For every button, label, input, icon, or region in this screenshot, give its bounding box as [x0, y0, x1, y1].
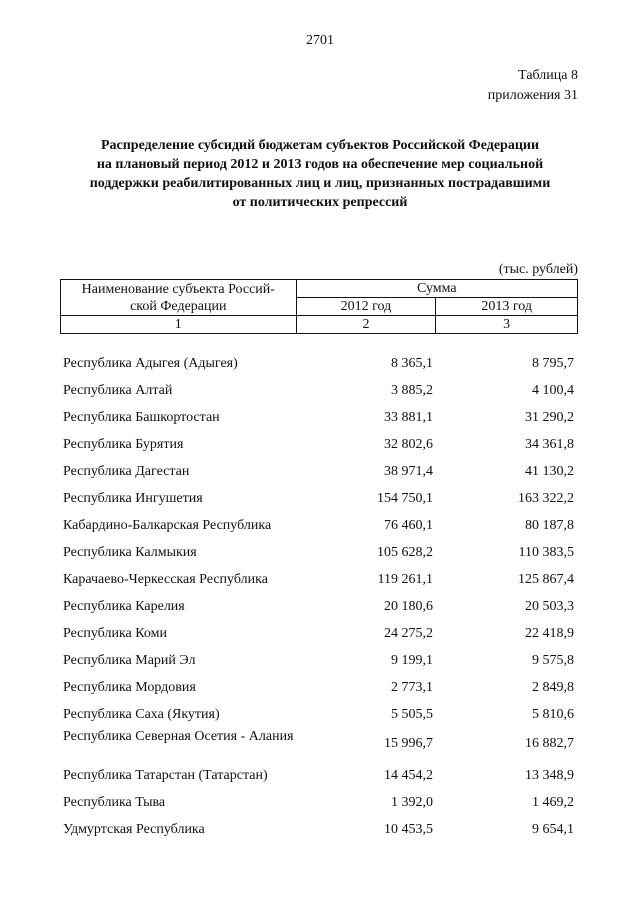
- header-name-line: ской Федерации: [130, 298, 227, 314]
- value-2013: 31 290,2: [525, 410, 574, 425]
- region-name: Республика Алтай: [63, 383, 173, 398]
- table-row: [0, 406, 640, 433]
- value-2013: 163 322,2: [518, 491, 574, 506]
- header-col-number: 3: [436, 316, 578, 334]
- region-name: Республика Тыва: [63, 795, 166, 810]
- units-label: (тыс. рублей): [498, 262, 578, 277]
- value-2012: 1 392,0: [391, 795, 433, 810]
- value-2012: 154 750,1: [377, 491, 433, 506]
- value-2013: 5 810,6: [532, 707, 574, 722]
- title-line: поддержки реабилитированных лиц и лиц, признанных пострадавшими: [89, 176, 551, 191]
- region-name: Республика Дагестан: [63, 464, 190, 479]
- page-number: 2701: [306, 33, 334, 48]
- table-row: [0, 514, 640, 541]
- table-row: [0, 352, 640, 379]
- value-2013: 2 849,8: [532, 680, 574, 695]
- table-row: [0, 730, 640, 764]
- value-2013: 20 503,3: [525, 599, 574, 614]
- value-2013: 1 469,2: [532, 795, 574, 810]
- header-col-number: 2: [296, 316, 436, 334]
- table-row: [0, 818, 640, 845]
- value-2012: 38 971,4: [384, 464, 433, 479]
- value-2013: 8 795,7: [532, 356, 574, 371]
- value-2013: 9 575,8: [532, 653, 574, 668]
- table-row: [0, 622, 640, 649]
- value-2013: 110 383,5: [518, 545, 574, 560]
- value-2012: 2 773,1: [391, 680, 433, 695]
- value-2012: 9 199,1: [391, 653, 433, 668]
- value-2013: 125 867,4: [518, 572, 574, 587]
- header-year-2013: 2013 год: [436, 298, 578, 316]
- table-row: [0, 649, 640, 676]
- header-year-2012: 2012 год: [296, 298, 436, 316]
- table-row: [0, 487, 640, 514]
- value-2012: 8 365,1: [391, 356, 433, 371]
- value-2012: 3 885,2: [391, 383, 433, 398]
- header-name-line: Наименование субъекта Россий-: [81, 281, 275, 297]
- table-row: [0, 764, 640, 791]
- table-row: [0, 541, 640, 568]
- value-2012: 32 802,6: [384, 437, 433, 452]
- table-body: [0, 352, 640, 845]
- header-col-number: 1: [61, 316, 297, 334]
- title-line: от политических репрессий: [232, 195, 408, 210]
- region-name: Республика Адыгея (Адыгея): [63, 356, 238, 371]
- value-2013: 9 654,1: [532, 822, 574, 837]
- value-2012: 105 628,2: [377, 545, 433, 560]
- region-name: Кабардино-Балкарская Республика: [63, 518, 272, 533]
- value-2013: 34 361,8: [525, 437, 574, 452]
- value-2013: 80 187,8: [525, 518, 574, 533]
- caption-table-number: Таблица 8: [518, 68, 578, 83]
- value-2013: 41 130,2: [525, 464, 574, 479]
- header-sum: Сумма: [296, 280, 577, 298]
- header-region-name: [61, 280, 297, 316]
- value-2012: 76 460,1: [384, 518, 433, 533]
- title-line: на плановый период 2012 и 2013 годов на обеспечение мер социальной: [96, 157, 544, 172]
- value-2013: 13 348,9: [525, 768, 574, 783]
- table-row: [0, 433, 640, 460]
- region-name: Республика Татарстан (Татарстан): [63, 768, 268, 783]
- value-2012: 15 996,7: [384, 736, 433, 751]
- value-2013: 22 418,9: [525, 626, 574, 641]
- table-row: [0, 595, 640, 622]
- region-name: Республика Башкортостан: [63, 410, 220, 425]
- title-line: Распределение субсидий бюджетам субъектов Российской Федерации: [100, 138, 540, 153]
- region-name: Республика Мордовия: [63, 680, 196, 695]
- region-name: Республика Коми: [63, 626, 167, 641]
- region-name: Республика Карелия: [63, 599, 185, 614]
- region-name: Республика Саха (Якутия): [63, 707, 220, 722]
- region-name: Республика Северная Осетия - Алания: [63, 729, 294, 744]
- table-caption: [488, 66, 578, 106]
- value-2012: 119 261,1: [377, 572, 433, 587]
- value-2013: 16 882,7: [525, 736, 574, 751]
- region-name: Удмуртская Республика: [63, 822, 205, 837]
- region-name: Республика Ингушетия: [63, 491, 203, 506]
- document-title: [70, 136, 570, 212]
- caption-appendix: приложения 31: [487, 88, 578, 103]
- region-name: Карачаево-Черкесская Республика: [63, 572, 268, 587]
- region-name: Республика Бурятия: [63, 437, 184, 452]
- value-2012: 33 881,1: [384, 410, 433, 425]
- table-header: [60, 279, 578, 334]
- table-row: [0, 379, 640, 406]
- table-row: [0, 568, 640, 595]
- value-2012: 5 505,5: [391, 707, 433, 722]
- table-row: [0, 676, 640, 703]
- value-2012: 10 453,5: [384, 822, 433, 837]
- value-2012: 24 275,2: [384, 626, 433, 641]
- table-row: [0, 460, 640, 487]
- value-2012: 14 454,2: [384, 768, 433, 783]
- region-name: Республика Калмыкия: [63, 545, 197, 560]
- value-2013: 4 100,4: [532, 383, 574, 398]
- value-2012: 20 180,6: [384, 599, 433, 614]
- region-name: Республика Марий Эл: [63, 653, 196, 668]
- table-row: [0, 791, 640, 818]
- table-row: [0, 703, 640, 730]
